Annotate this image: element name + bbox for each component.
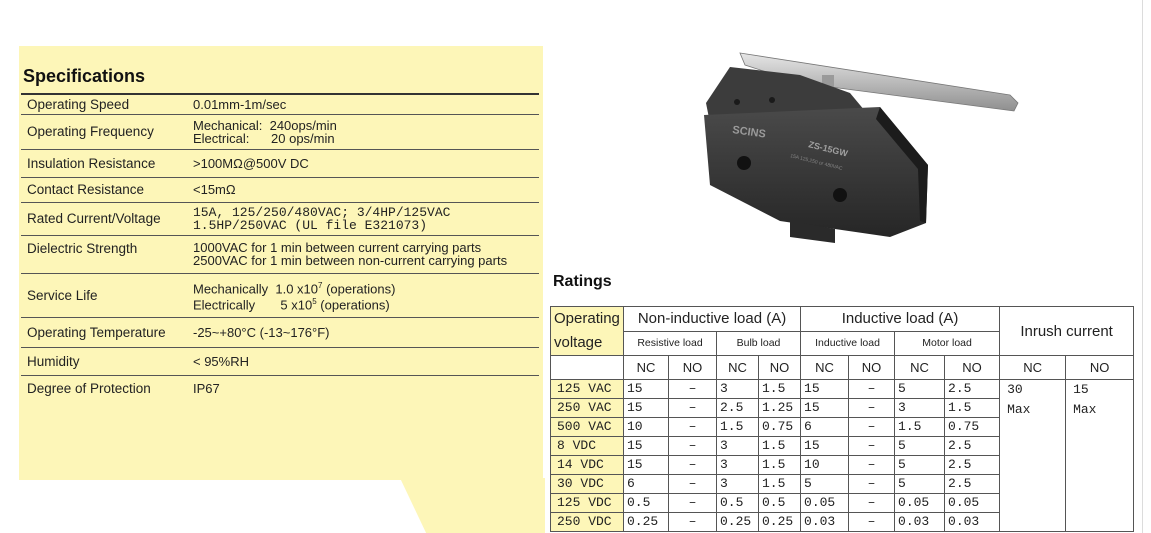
nc-header: NC (717, 356, 759, 380)
rating-value-cell: 3 (717, 475, 759, 494)
ratings-table (550, 306, 1134, 532)
rating-value-cell: – (669, 513, 717, 532)
rating-value-cell: – (849, 456, 895, 475)
rating-value-cell: 5 (895, 456, 945, 475)
rating-value-cell: 5 (895, 380, 945, 399)
spec-value: -25~+80°C (-13~176°F) (189, 317, 539, 347)
spec-value-line: 1.5HP/250VAC (UL file E321073) (193, 217, 428, 233)
spec-value-line: 2500VAC for 1 min between non-current carrying parts (193, 253, 508, 268)
rating-value-cell: 10 (801, 456, 849, 475)
spec-row (21, 375, 539, 401)
rating-value-cell: – (669, 380, 717, 399)
operating-label: Operating (554, 310, 620, 327)
spec-value-line: 15A, 125/250/480VAC; 3/4HP/125VAC (193, 204, 451, 220)
rating-value-cell: – (669, 418, 717, 437)
rating-value-cell: 6 (624, 475, 669, 494)
non-inductive-header: Non-inductive load (A) (624, 307, 801, 332)
spec-value: <15mΩ (189, 177, 539, 202)
specifications-table (21, 93, 539, 401)
rating-value-cell: 1.5 (759, 475, 801, 494)
voltage-cell: 8 VDC (551, 437, 624, 456)
inductive-header: Inductive load (A) (801, 307, 1000, 332)
rating-value-cell: 1.5 (759, 380, 801, 399)
inrush-value-line: 30 (1007, 382, 1023, 397)
spec-value-line: Mechanical: 240ops/min (193, 117, 337, 133)
rating-value-cell: 0.03 (945, 513, 1000, 532)
voltage-cell: 250 VAC (551, 399, 624, 418)
bulb-load-header: Bulb load (717, 331, 801, 356)
rating-value-cell: 3 (717, 380, 759, 399)
rating-value-cell: 15 (801, 380, 849, 399)
spec-row (21, 114, 539, 149)
microswitch-product-photo (690, 45, 1030, 245)
spec-row (21, 202, 539, 235)
rating-value-cell: 0.25 (759, 513, 801, 532)
rating-value-cell: 15 (624, 437, 669, 456)
rating-value-cell: 0.5 (717, 494, 759, 513)
spec-label: Dielectric Strength (21, 235, 189, 273)
spec-value: >100MΩ@500V DC (189, 149, 539, 177)
inrush-value-line: 15 (1073, 382, 1089, 397)
nc-header: NC (801, 356, 849, 380)
spec-row (21, 347, 539, 375)
rating-value-cell: 0.5 (759, 494, 801, 513)
rating-value-cell: 5 (895, 475, 945, 494)
rating-marking: 15A 125,250 or 480VAC (789, 153, 843, 172)
spec-label: Rated Current/Voltage (21, 202, 189, 235)
rating-value-cell: 0.05 (895, 494, 945, 513)
specifications-panel-pointer (400, 478, 545, 533)
rating-value-cell: – (849, 380, 895, 399)
spec-value: 0.01mm-1m/sec (189, 94, 539, 114)
spec-label: Humidity (21, 347, 189, 375)
motor-load-header: Motor load (895, 331, 1000, 356)
specifications-title: Specifications (23, 66, 146, 86)
rating-value-cell: 15 (801, 437, 849, 456)
spec-row (21, 235, 539, 273)
rating-value-cell: 1.5 (945, 399, 1000, 418)
ratings-title: Ratings (553, 273, 612, 290)
mounting-hole-icon (833, 188, 847, 202)
rating-value-cell: 2.5 (945, 380, 1000, 399)
rating-value-cell: 15 (624, 380, 669, 399)
rating-value-cell: – (849, 437, 895, 456)
rating-value-cell: – (849, 513, 895, 532)
spec-label: Operating Frequency (21, 114, 189, 149)
voltage-label: voltage (554, 334, 603, 351)
model-marking: ZS-15GW (807, 139, 849, 159)
spec-value: < 95%RH (189, 347, 539, 375)
no-header: NO (669, 356, 717, 380)
spec-row (21, 273, 539, 317)
rating-value-cell: 15 (624, 456, 669, 475)
inrush-nc-cell (1000, 380, 1066, 532)
spec-row (21, 177, 539, 202)
voltage-column-spacer (551, 356, 624, 380)
rating-value-cell: – (849, 418, 895, 437)
spec-value-line (193, 295, 535, 311)
no-header: NO (945, 356, 1000, 380)
rating-value-cell: 0.25 (717, 513, 759, 532)
rating-value-cell: 15 (801, 399, 849, 418)
spec-value (189, 235, 539, 273)
rating-value-cell: 10 (624, 418, 669, 437)
spec-label: Contact Resistance (21, 177, 189, 202)
voltage-cell: 14 VDC (551, 456, 624, 475)
spec-label: Degree of Protection (21, 375, 189, 401)
inductive-load-header: Inductive load (801, 331, 895, 356)
no-header: NO (1066, 356, 1134, 380)
nc-header: NC (624, 356, 669, 380)
spec-value-line: 1000VAC for 1 min between current carrying parts (193, 240, 482, 255)
voltage-cell: 250 VDC (551, 513, 624, 532)
ratings-nc-no-row (551, 356, 1134, 380)
exponent: 5 (312, 297, 317, 306)
rating-value-cell: 0.5 (624, 494, 669, 513)
spec-row (21, 317, 539, 347)
rating-value-cell: – (849, 399, 895, 418)
rating-value-cell: 0.75 (759, 418, 801, 437)
spec-label: Operating Speed (21, 94, 189, 114)
spec-value (189, 114, 539, 149)
rating-value-cell: 0.75 (945, 418, 1000, 437)
no-header: NO (849, 356, 895, 380)
rating-value-cell: 3 (717, 437, 759, 456)
spec-value: IP67 (189, 375, 539, 401)
no-header: NO (759, 356, 801, 380)
brand-marking: SCINS (731, 124, 767, 141)
ratings-body (551, 380, 1134, 532)
rating-value-cell: 2.5 (945, 475, 1000, 494)
rating-value-cell: 0.03 (801, 513, 849, 532)
inrush-value-line: Max (1073, 402, 1097, 417)
rating-value-cell: 5 (801, 475, 849, 494)
voltage-cell: 125 VDC (551, 494, 624, 513)
ratings-header-row (551, 307, 1134, 332)
rating-value-cell: 1.25 (759, 399, 801, 418)
rating-value-cell: – (669, 437, 717, 456)
rating-value-cell: 5 (895, 437, 945, 456)
ratings-row (551, 380, 1134, 399)
spec-value (189, 273, 539, 317)
voltage-cell: 500 VAC (551, 418, 624, 437)
rating-value-cell: 2.5 (945, 437, 1000, 456)
spec-label: Insulation Resistance (21, 149, 189, 177)
spec-label: Operating Temperature (21, 317, 189, 347)
spec-value-line: Electrical: 20 ops/min (193, 130, 335, 146)
inrush-current-header: Inrush current (1000, 307, 1134, 356)
rating-value-cell: 6 (801, 418, 849, 437)
voltage-cell: 125 VAC (551, 380, 624, 399)
rating-value-cell: 15 (624, 399, 669, 418)
rating-value-cell: 0.05 (945, 494, 1000, 513)
rivet-icon (769, 97, 775, 103)
rating-value-cell: – (669, 399, 717, 418)
nc-header: NC (1000, 356, 1066, 380)
rating-value-cell: 3 (895, 399, 945, 418)
rivet-icon (734, 99, 740, 105)
inrush-no-cell (1066, 380, 1134, 532)
resistive-load-header: Resistive load (624, 331, 717, 356)
spec-value-line (193, 279, 535, 295)
spec-row (21, 149, 539, 177)
rating-value-cell: 0.25 (624, 513, 669, 532)
rating-value-cell: – (849, 475, 895, 494)
spec-label: Service Life (21, 273, 189, 317)
operations-suffix: (operations) (316, 297, 390, 313)
rating-value-cell: 0.03 (895, 513, 945, 532)
rating-value-cell: 0.05 (801, 494, 849, 513)
service-life-mech: Mechanically 1.0 x10 (193, 281, 319, 296)
rating-value-cell: 1.5 (895, 418, 945, 437)
rating-value-cell: 1.5 (759, 437, 801, 456)
operations-suffix: (operations) (322, 281, 396, 296)
rating-value-cell: 2.5 (945, 456, 1000, 475)
service-life-elec: Electrically 5 x10 (193, 297, 313, 313)
spec-row (21, 94, 539, 114)
rating-value-cell: 1.5 (717, 418, 759, 437)
rating-value-cell: – (849, 494, 895, 513)
rating-value-cell: 1.5 (759, 456, 801, 475)
exponent: 7 (318, 280, 323, 290)
rating-value-cell: – (669, 494, 717, 513)
nc-header: NC (895, 356, 945, 380)
mounting-hole-icon (737, 156, 751, 170)
rating-value-cell: 2.5 (717, 399, 759, 418)
rating-value-cell: – (669, 475, 717, 494)
spec-value (189, 202, 539, 235)
rating-value-cell: – (669, 456, 717, 475)
page-edge-rule (1142, 0, 1143, 533)
rating-value-cell: 3 (717, 456, 759, 475)
inrush-value-line: Max (1007, 402, 1031, 417)
operating-voltage-header (551, 307, 624, 356)
voltage-cell: 30 VDC (551, 475, 624, 494)
